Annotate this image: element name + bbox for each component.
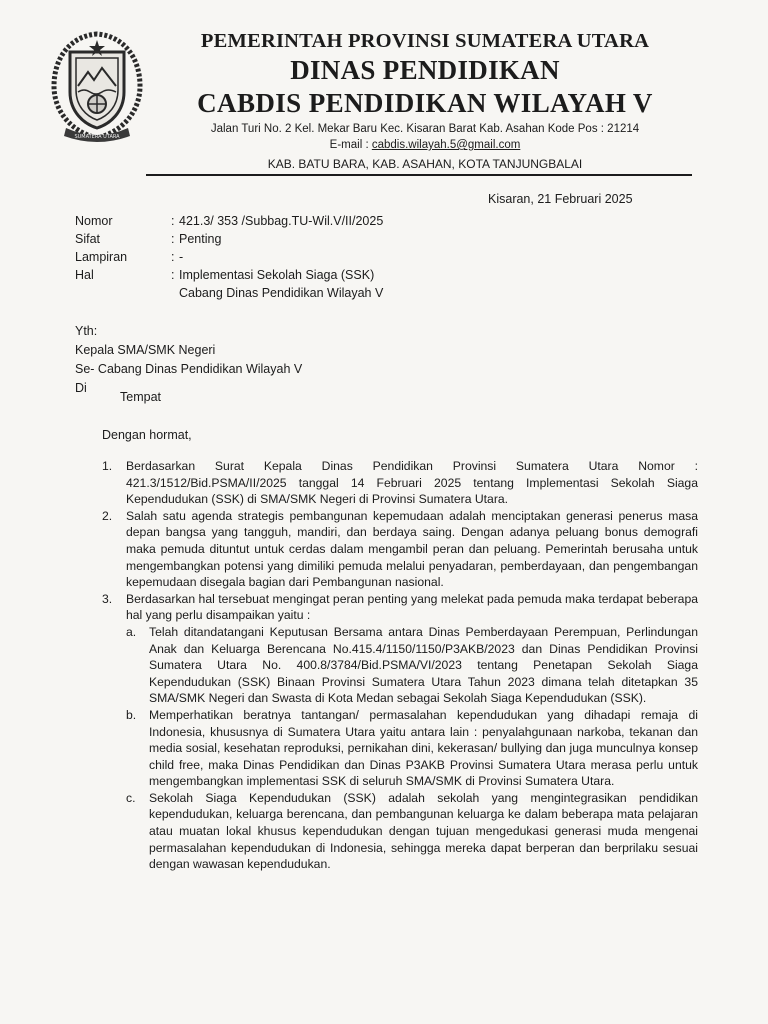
meta-key: Sifat — [75, 232, 101, 246]
list-number: 1. — [102, 459, 113, 473]
email-link[interactable]: cabdis.wilayah.5@gmail.com — [371, 139, 521, 151]
sub-list-text: Memperhatikan beratnya tantangan/ permasalahan kependudukan yang dihadapi remaja di Indonesia, khususnya di Sumatera Utara yaitu antara lain : penyalahgunaan narkoba, tekanan dan media sosial, kesehatan reproduksi, pernikahan dini, kekerasan/ bullying dan juga munculnya konsep child free, maka Dinas Pendidikan dan Dinas P3AKB Provinsi Sumatera Utara merasa perlu untuk mengembangkan implementasi SSK di seluruh SMA/SMK di Provinsi Sumatera Utara. — [149, 707, 698, 789]
addressee-line: Kepala SMA/SMK Negeri — [75, 343, 216, 357]
letter-date: Kisaran, 21 Februari 2025 — [488, 192, 633, 206]
logo-ribbon-text: SUMATERA UTARA — [74, 134, 120, 140]
list-item-3-content — [126, 591, 698, 873]
meta-row-hal-continued — [75, 284, 383, 302]
meta-value: 421.3/ 353 /Subbag.TU-Wil.V/II/2025 — [179, 214, 384, 228]
sub-list-item — [126, 707, 698, 790]
list-text: Berdasarkan hal tersebuat mengingat peran penting yang melekat pada pemuda maka terdapat beberapa hal yang perlu disampaikan yaitu : — [126, 591, 698, 623]
meta-row-lampiran — [75, 248, 383, 266]
letterhead-government: PEMERINTAH PROVINSI SUMATERA UTARA — [200, 30, 650, 52]
letterhead-email-line — [160, 137, 690, 153]
sub-list-text: Telah ditandatangani Keputusan Bersama antara Dinas Pemberdayaan Perempuan, Perlindungan Anak dan Keluarga Berencana No.415.4/1150/1150/P3AKB/2023 dan Dinas Pendidikan Provinsi Sumatera Utara No. 400.8/3784/Bid.PSMA/VI/2023 tentang Penetapan Sekolah Siaga Kependudukan (SSK) Binaan Provinsi Sumatera Utara Tahun 2023 dimana telah ditetapkan 35 SMA/SMK Negeri dan Swasta di Kota Medan sebagai Sekolah Siaga Kependudukan (SSK). — [149, 624, 698, 706]
letterhead-branch: CABDIS PENDIDIKAN WILAYAH V — [197, 88, 653, 118]
addressee-line: Di — [75, 381, 87, 395]
meta-value: Penting — [179, 232, 222, 246]
meta-row-nomor — [75, 212, 383, 230]
addressee-tempat: Tempat — [120, 390, 161, 404]
letterhead-agency: DINAS PENDIDIKAN — [290, 55, 560, 85]
sub-list-text: Sekolah Siaga Kependudukan (SSK) adalah sekolah yang mengintegrasikan pendidikan kependudukan, keluarga berencana, dan pembangunan keluarga ke dalam beberapa mata pelajaran atau muatan lokal khusus kependudukan dengan tujuan mengedukasi generasi muda mengenai permasalahan kependudukan di Indonesia, sehingga mereka dapat berperan dan berprilaku sesuai dengan wawasan kependudukan. — [149, 790, 698, 872]
meta-value: - — [179, 250, 184, 264]
meta-colon-spacer — [171, 284, 179, 302]
list-number: 2. — [102, 508, 113, 523]
list-item — [102, 508, 698, 591]
meta-colon: : — [171, 250, 175, 264]
meta-colon: : — [171, 214, 175, 228]
list-item — [102, 591, 698, 873]
sub-list-letter: c. — [126, 790, 136, 805]
sub-list-item — [126, 790, 698, 873]
addressee-line: Se- Cabang Dinas Pendidikan Wilayah V — [75, 362, 303, 376]
meta-colon: : — [171, 232, 175, 246]
letterhead — [160, 28, 690, 173]
meta-key: Hal — [75, 268, 94, 282]
letter-body — [102, 458, 698, 873]
list-number: 3. — [102, 591, 113, 606]
sub-list-item — [126, 624, 698, 707]
sub-list-letter: b. — [126, 707, 137, 722]
meta-key — [75, 284, 171, 302]
meta-value: Implementasi Sekolah Siaga (SSK) — [179, 268, 375, 282]
email-label: E-mail : — [329, 139, 372, 151]
meta-value: Cabang Dinas Pendidikan Wilayah V — [179, 286, 384, 300]
greeting: Dengan hormat, — [102, 428, 192, 442]
letter-meta — [75, 212, 383, 302]
list-item — [102, 458, 698, 508]
meta-row-hal — [75, 266, 383, 284]
sub-list-letter: a. — [126, 624, 137, 639]
letterhead-address: Jalan Turi No. 2 Kel. Mekar Baru Kec. Kisaran Barat Kab. Asahan Kode Pos : 21214 — [210, 123, 640, 135]
addressee-yth: Yth: — [75, 324, 98, 338]
list-text: Salah satu agenda strategis pembangunan kepemudaan adalah menciptakan generasi penerus masa depan bangsa yang tangguh, mandiri, dan berdaya saing. Dengan adanya peluang bonus demografi maka pemuda dituntut untuk cerdas dalam mengambil peran dan peluang. Pemerintah berusaha untuk mengembangkan potensi yang dimiliki pemuda melalui penyadaran, pemberdayaan, dan pengembangan kepemudaan disegala bagian dari Pembangunan nasional. — [126, 508, 698, 590]
meta-key: Nomor — [75, 214, 113, 228]
letterhead-area: KAB. BATU BARA, KAB. ASAHAN, KOTA TANJUNGBALAI — [267, 157, 583, 171]
list-text: Berdasarkan Surat Kepala Dinas Pendidikan Provinsi Sumatera Utara Nomor : 421.3/1512/Bid.PSMA/II/2025 tanggal 14 Februari 2025 tentang Implementasi Sekolah Siaga Kependudukan (SSK) di SMA/SMK Negeri di Provinsi Sumatera Utara. — [126, 459, 698, 507]
province-coat-of-arms-icon — [44, 28, 150, 146]
meta-colon: : — [171, 268, 175, 282]
addressee-block — [75, 322, 302, 398]
meta-key: Lampiran — [75, 250, 128, 264]
letterhead-divider — [146, 174, 692, 176]
meta-row-sifat — [75, 230, 383, 248]
